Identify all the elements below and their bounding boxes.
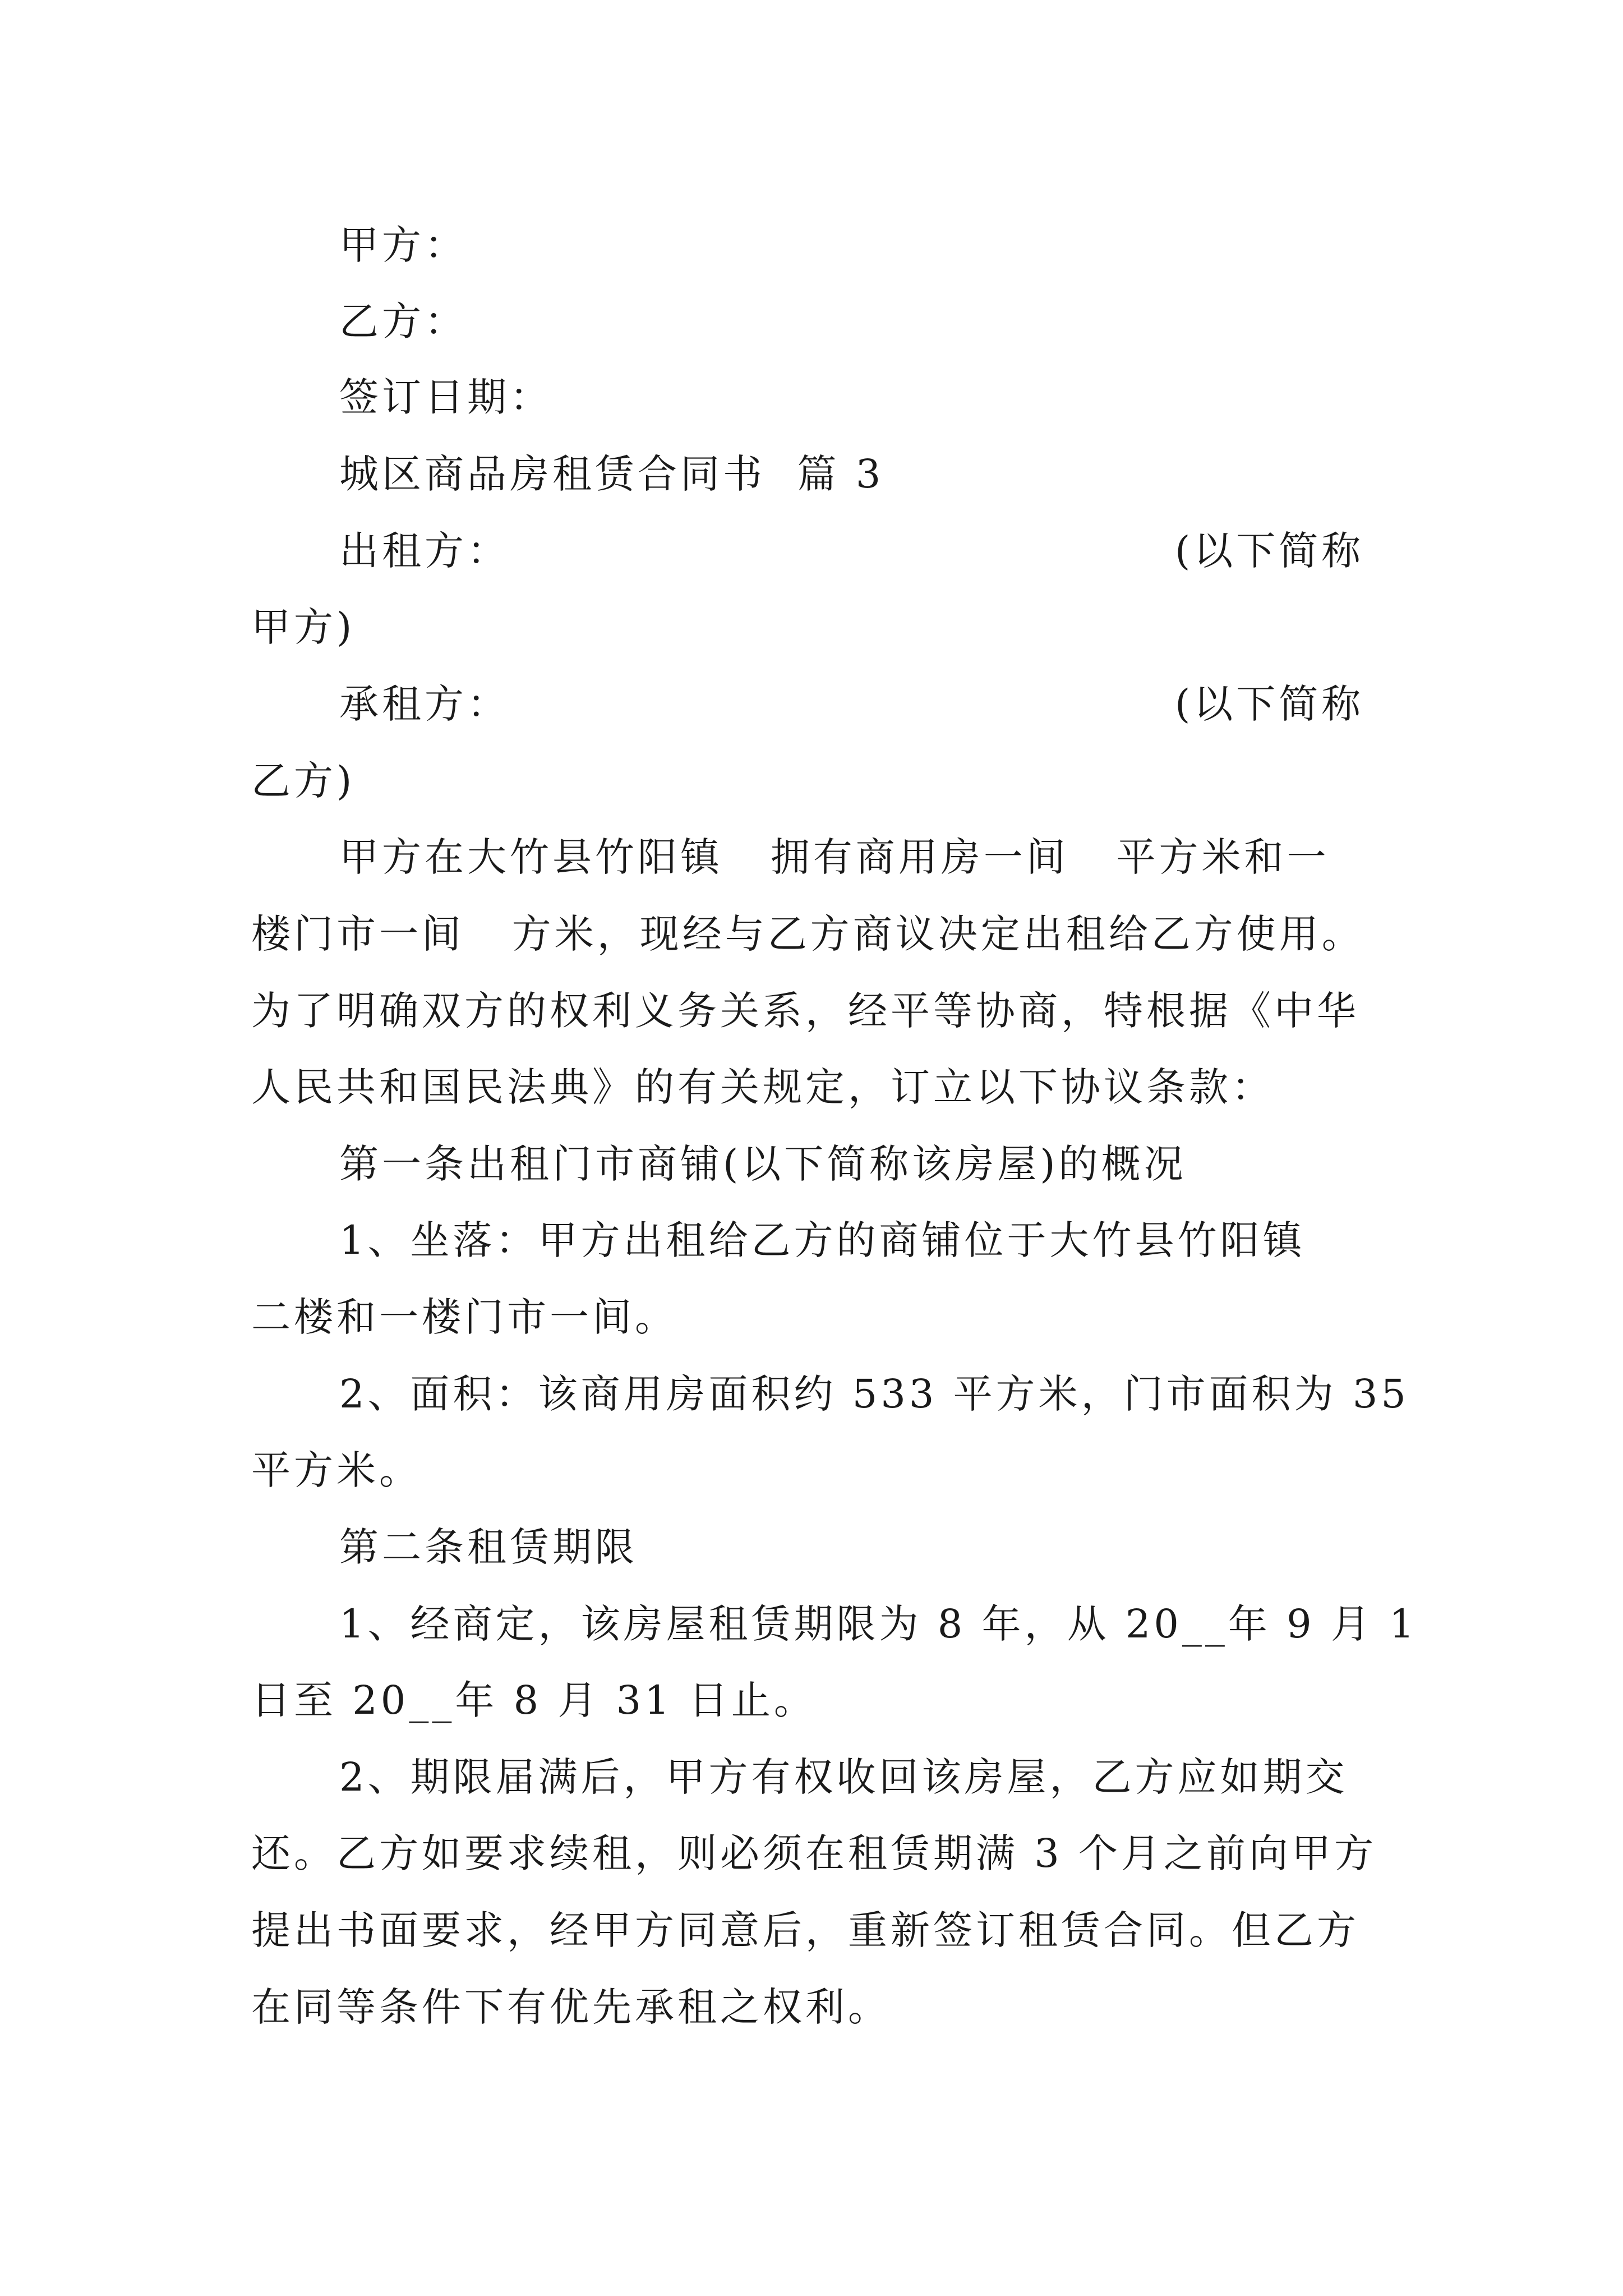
party-b-label: 乙方： xyxy=(339,298,467,344)
article-1-item-2-cont: 平方米。 xyxy=(251,1447,422,1493)
lessee-note-cont: 乙方) xyxy=(251,758,356,804)
party-a-label: 甲方： xyxy=(339,222,467,268)
article-2-item-1-cont: 日至 20__年 8 月 31 日止。 xyxy=(251,1677,817,1723)
article-2-item-2-cont-1: 还。乙方如要求续租，则必须在租赁期满 3 个月之前向甲方 xyxy=(251,1830,1377,1876)
sign-date-label: 签订日期： xyxy=(339,374,552,420)
article-2-item-2: 2、期限届满后，甲方有权收回该房屋，乙方应如期交 xyxy=(339,1754,1348,1800)
intro-line-1: 甲方在大竹县竹阳镇 拥有商用房一间 平方米和一 xyxy=(339,834,1330,880)
section-heading: 城区商品房租赁合同书 篇 3 xyxy=(339,451,884,497)
lessee-note: (以下简称 xyxy=(1175,681,1364,727)
article-1-title: 第一条出租门市商铺(以下简称该房屋)的概况 xyxy=(339,1141,1187,1187)
article-1-item-1: 1、坐落：甲方出租给乙方的商铺位于大竹县竹阳镇 xyxy=(339,1217,1306,1263)
lessee-label: 承租方： xyxy=(339,681,510,727)
lessor-note-cont: 甲方) xyxy=(251,604,356,650)
intro-line-2: 楼门市一间 方米，现经与乙方商议决定出租给乙方使用。 xyxy=(251,911,1364,957)
article-2-item-2-cont-3: 在同等条件下有优先承租之权利。 xyxy=(251,1984,891,2030)
lessor-note: (以下简称 xyxy=(1175,528,1364,574)
lessor-label: 出租方： xyxy=(339,528,510,574)
article-2-title: 第二条租赁期限 xyxy=(339,1524,638,1570)
intro-line-4: 人民共和国民法典》的有关规定，订立以下协议条款： xyxy=(251,1064,1274,1110)
article-1-item-1-cont: 二楼和一楼门市一间。 xyxy=(251,1294,677,1340)
intro-line-3: 为了明确双方的权利义务关系，经平等协商，特根据《中华 xyxy=(251,988,1359,1034)
article-2-item-1: 1、经商定，该房屋租赁期限为 8 年，从 20__年 9 月 1 xyxy=(339,1601,1418,1647)
article-2-item-2-cont-2: 提出书面要求，经甲方同意后，重新签订租赁合同。但乙方 xyxy=(251,1907,1359,1953)
article-1-item-2: 2、面积：该商用房面积约 533 平方米，门市面积为 35 xyxy=(339,1371,1409,1417)
